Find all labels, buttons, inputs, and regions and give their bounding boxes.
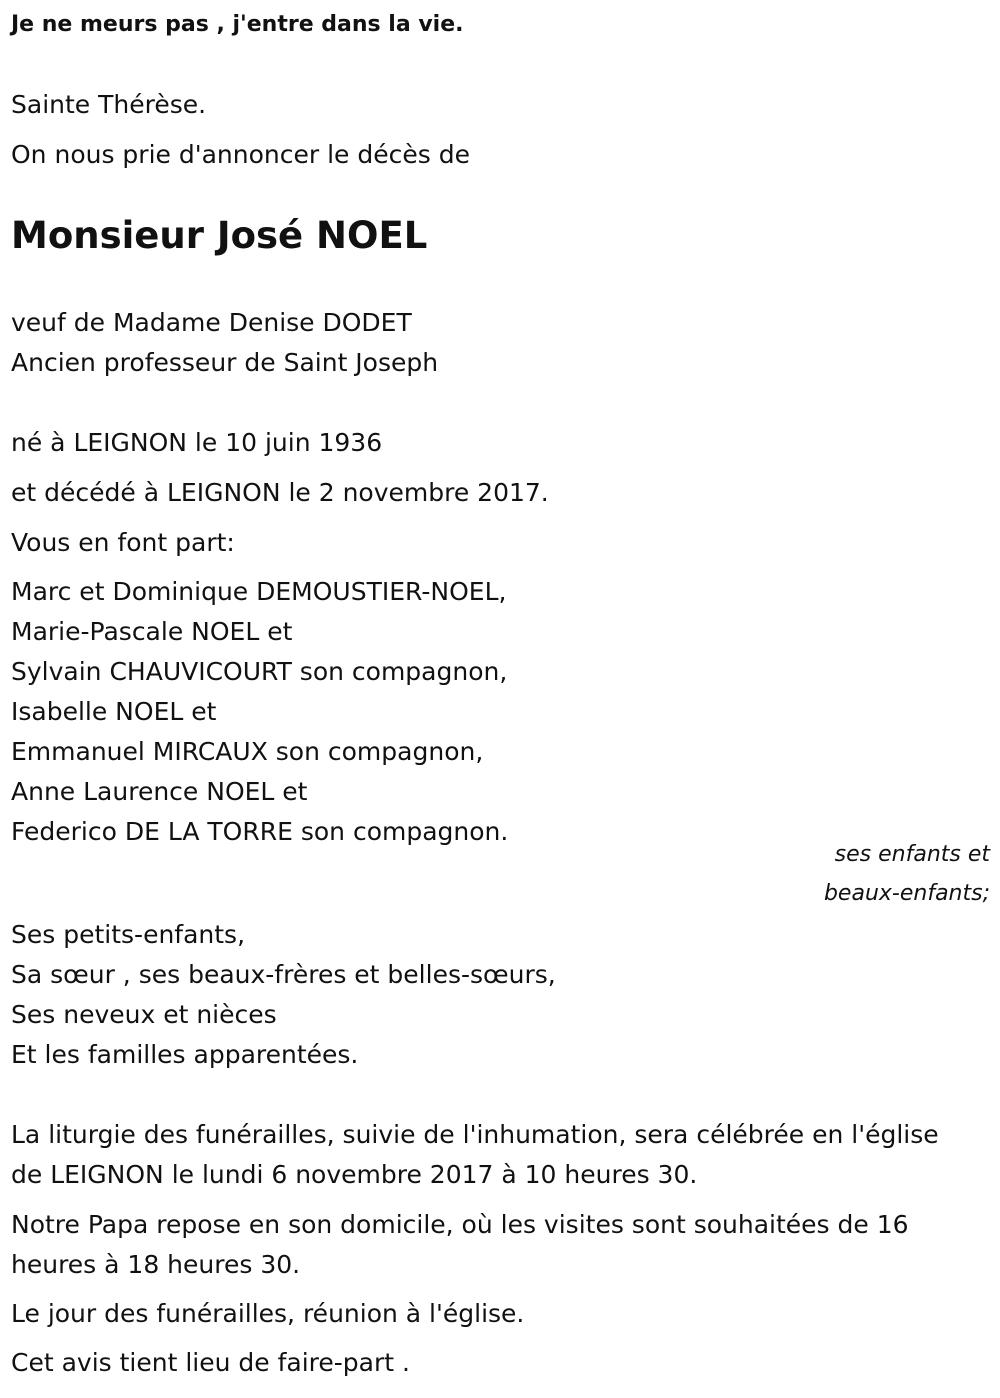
children-line: Marie-Pascale NOEL et: [11, 617, 293, 646]
family-line: Ses neveux et nièces: [11, 1000, 277, 1029]
announcers-intro: Vous en font part:: [11, 528, 235, 557]
meeting-line: Le jour des funérailles, réunion à l'église.: [11, 1299, 525, 1328]
liturgy-line-1: La liturgie des funérailles, suivie de l'inhumation, sera célébrée en l'église: [11, 1120, 939, 1149]
children-line: Isabelle NOEL et: [11, 697, 217, 726]
liturgy-line-2: de LEIGNON le lundi 6 novembre 2017 à 10 heures 30.: [11, 1160, 698, 1189]
deceased-name: Monsieur José NOEL: [11, 214, 428, 257]
children-line: Emmanuel MIRCAUX son compagnon,: [11, 737, 484, 766]
epigraph-author: Sainte Thérèse.: [11, 90, 207, 119]
birth-line: né à LEIGNON le 10 juin 1936: [11, 428, 383, 457]
notice-line: Cet avis tient lieu de faire-part .: [11, 1348, 410, 1377]
widower-line: veuf de Madame Denise DODET: [11, 308, 412, 337]
children-line: Marc et Dominique DEMOUSTIER-NOEL,: [11, 577, 507, 606]
visits-line-1: Notre Papa repose en son domicile, où les visites sont souhaitées de 16: [11, 1210, 909, 1239]
family-line: Ses petits-enfants,: [11, 920, 246, 949]
family-line: Et les familles apparentées.: [11, 1040, 359, 1069]
epigraph-quote: Je ne meurs pas , j'entre dans la vie.: [11, 12, 464, 37]
children-label-line1: ses enfants et: [834, 842, 990, 867]
children-line: Anne Laurence NOEL et: [11, 777, 308, 806]
death-line: et décédé à LEIGNON le 2 novembre 2017.: [11, 478, 549, 507]
children-line: Federico DE LA TORRE son compagnon.: [11, 817, 509, 846]
children-label-line2: beaux-enfants;: [823, 881, 990, 906]
intro-text: On nous prie d'annoncer le décès de: [11, 140, 470, 169]
visits-line-2: heures à 18 heures 30.: [11, 1250, 301, 1279]
family-line: Sa sœur , ses beaux-frères et belles-sœurs,: [11, 960, 556, 989]
profession-line: Ancien professeur de Saint Joseph: [11, 348, 439, 377]
children-line: Sylvain CHAUVICOURT son compagnon,: [11, 657, 508, 686]
